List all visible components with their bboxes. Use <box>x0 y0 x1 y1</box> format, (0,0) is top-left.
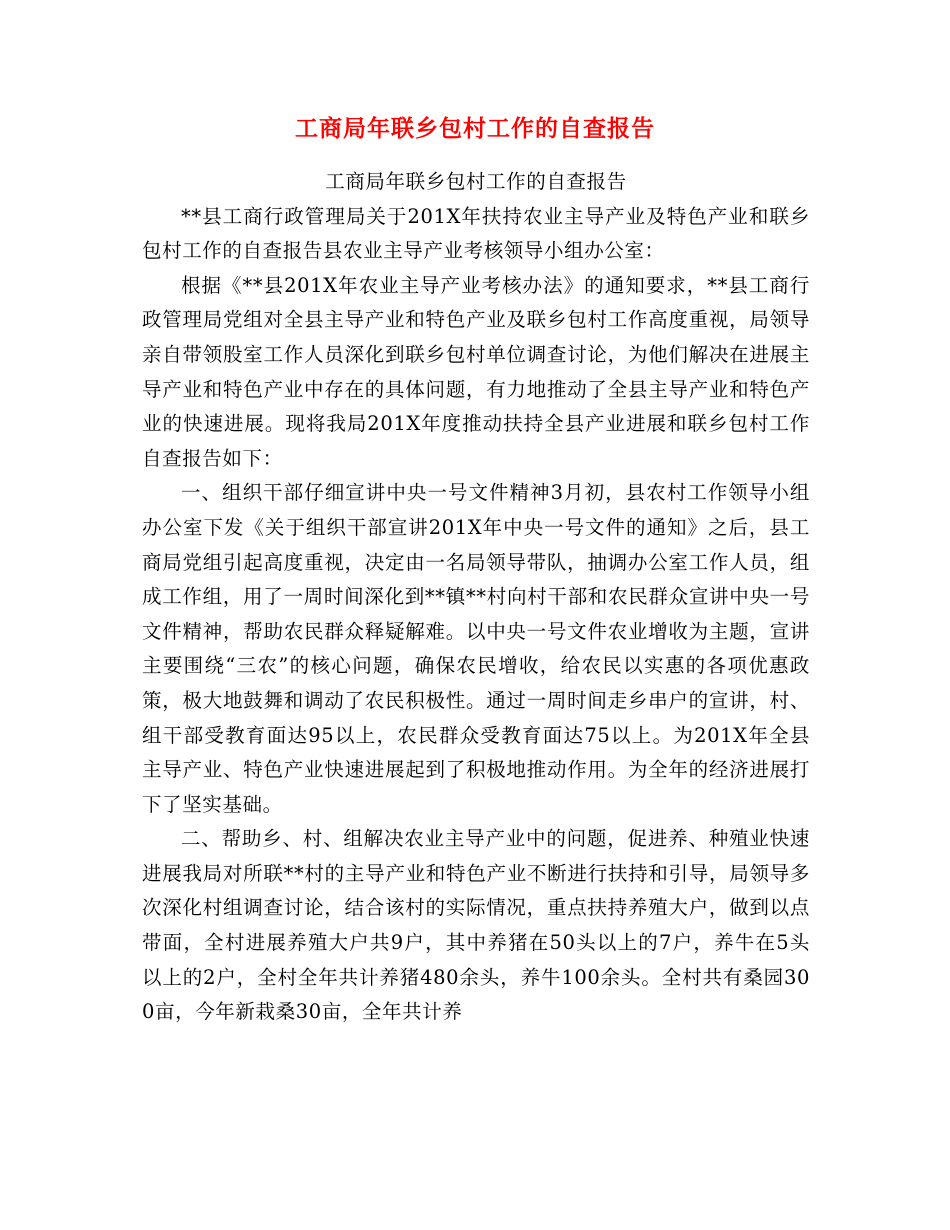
paragraph-section-one: 一、组织干部仔细宣讲中央一号文件精神3月初，县农村工作领导小组办公室下发《关于组织干部宣讲201X年中央一号文件的通知》之后，县工商局党组引起高度重视，决定由一名局领导带队，抽调办公室工作人员，组成工作组，用了一周时间深化到**镇**村向村干部和农民群众宣讲中央一号文件精神，帮助农民群众释疑解难。以中央一号文件农业增收为主题，宣讲主要围绕“三农”的核心问题，确保农民增收，给农民以实惠的各项优惠政策，极大地鼓舞和调动了农民积极性。通过一周时间走乡串户的宣讲，村、组干部受教育面达95以上，农民群众受教育面达75以上。为201X年全县主导产业、特色产业快速进展起到了积极地推动作用。为全年的经济进展打下了坚实基础。 <box>142 481 810 816</box>
document-title: 工商局年联乡包村工作的自查报告 <box>295 115 655 142</box>
paragraph-section-two: 二、帮助乡、村、组解决农业主导产业中的问题，促进养、种殖业快速进展我局对所联**村的主导产业和特色产业不断进行扶持和引导，局领导多次深化村组调查讨论，结合该村的实际情况，重点扶持养殖大户，做到以点带面，全村进展养殖大户共9户，其中养猪在50头以上的7户，养牛在5头以上的2户，全村全年共计养猪480余头，养牛100余头。全村共有桑园300亩，今年新栽桑30亩，全年共计养 <box>142 827 810 1024</box>
paragraph-intro: **县工商行政管理局关于201X年扶持农业主导产业及特色产业和联乡包村工作的自查报告县农业主导产业考核领导小组办公室： <box>142 204 810 263</box>
document-subtitle: 工商局年联乡包村工作的自查报告 <box>325 170 627 193</box>
paragraph-basis: 根据《**县201X年农业主导产业考核办法》的通知要求，**县工商行政管理局党组对全县主导产业和特色产业及联乡包村工作高度重视，局领导亲自带领股室工作人员深化到联乡包村单位调查讨论，为他们解决在进展主导产业和特色产业中存在的具体问题，有力地推动了全县主导产业和特色产业的快速进展。现将我局201X年度推动扶持全县产业进展和联乡包村工作自查报告如下： <box>142 273 810 470</box>
document-body <box>142 165 810 1030</box>
